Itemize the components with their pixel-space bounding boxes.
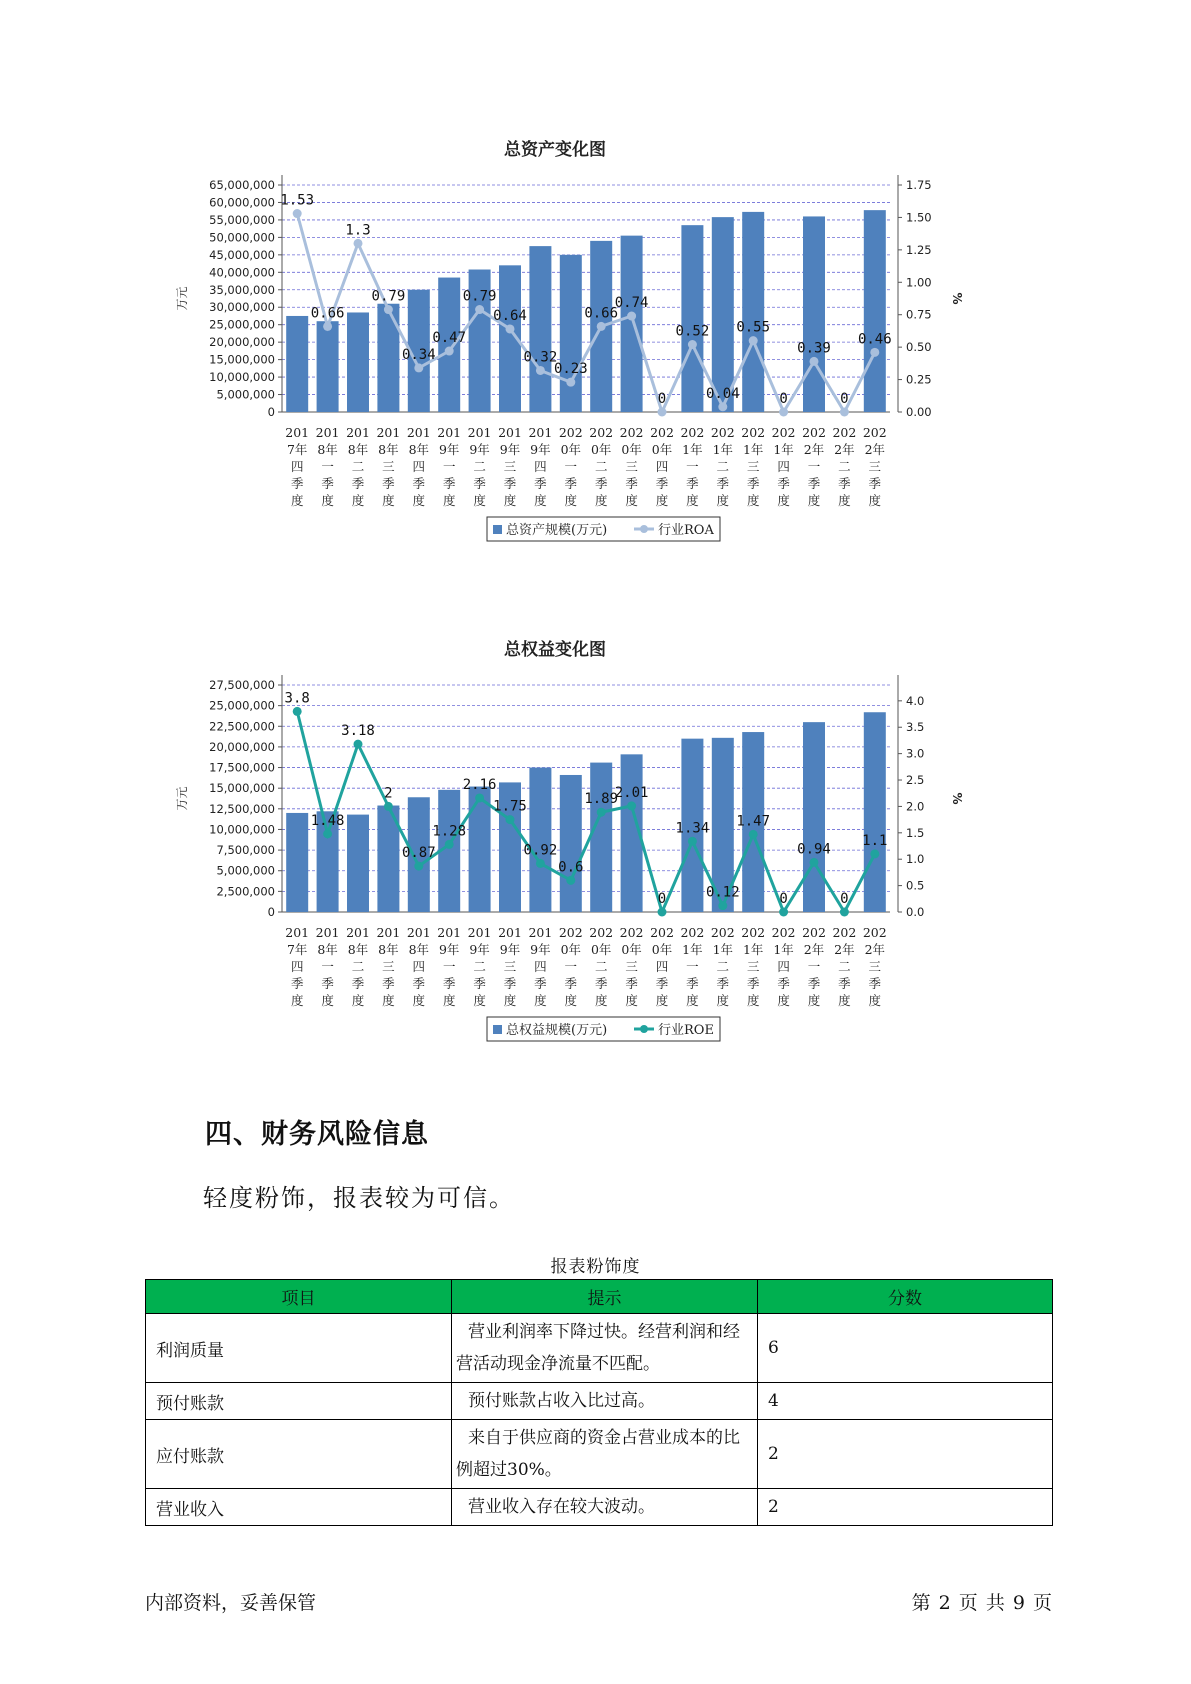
row-score: 2 xyxy=(758,1489,1053,1526)
right-tick-label: 3.5 xyxy=(906,720,925,735)
bar xyxy=(560,255,582,412)
bar xyxy=(803,216,825,412)
right-tick-label: 4.0 xyxy=(906,693,925,708)
category-label: 201 8年三季度 xyxy=(376,425,401,508)
row-hint: 营业收入存在较大波动。 xyxy=(452,1489,758,1526)
left-tick-label: 60,000,000 xyxy=(209,195,275,210)
row-hint: 来自于供应商的资金占营业成本的比例超过30%。 xyxy=(452,1420,758,1489)
data-label: 0.34 xyxy=(401,346,436,363)
category-label: 201 9年四季度 xyxy=(528,925,553,1008)
data-label: 1.75 xyxy=(493,798,527,815)
footer-page-number: 第 2 页 共 9 页 xyxy=(911,1592,1053,1614)
bar xyxy=(347,815,369,912)
category-label: 202 1年四季度 xyxy=(771,925,796,1008)
data-point xyxy=(414,862,423,871)
total-equity-chart xyxy=(150,635,1050,1095)
category-label: 202 1年三季度 xyxy=(741,425,766,508)
data-point xyxy=(475,793,484,802)
category-label: 202 1年三季度 xyxy=(741,925,766,1008)
data-point xyxy=(536,859,545,868)
bar xyxy=(621,236,643,412)
bar xyxy=(864,210,886,412)
total-assets-chart-svg xyxy=(150,135,1050,595)
bar xyxy=(742,212,764,412)
row-hint: 营业利润率下降过快。经营利润和经营活动现金净流量不匹配。 xyxy=(452,1314,758,1383)
bar xyxy=(712,217,734,412)
left-tick-label: 25,000,000 xyxy=(209,698,275,713)
right-axis-label: % xyxy=(950,792,964,805)
data-label: 0.74 xyxy=(614,295,649,312)
row-score: 4 xyxy=(758,1383,1053,1420)
data-label: 0.12 xyxy=(705,884,740,901)
legend-line-label: 行业ROE xyxy=(658,1023,714,1038)
row-score: 6 xyxy=(758,1314,1053,1383)
data-label: 0.87 xyxy=(401,845,436,862)
data-point xyxy=(354,239,363,248)
legend-line-label: 行业ROA xyxy=(658,523,714,538)
data-label: 0.64 xyxy=(493,307,527,324)
section-text: 轻度粉饰，报表较为可信。 xyxy=(203,1184,515,1212)
data-label: 0.94 xyxy=(797,841,831,858)
data-label: 0.39 xyxy=(797,340,831,357)
chart-title: 总资产变化图 xyxy=(504,140,606,160)
category-label: 202 2年二季度 xyxy=(832,425,857,508)
right-tick-label: 3.0 xyxy=(906,746,925,761)
table-header-row xyxy=(146,1280,1053,1314)
data-label: 0.92 xyxy=(523,842,558,859)
data-point xyxy=(718,901,727,910)
left-axis-label: 万元 xyxy=(175,286,189,311)
right-tick-label: 0.25 xyxy=(906,372,932,387)
left-tick-label: 65,000,000 xyxy=(209,178,275,192)
bar xyxy=(377,304,399,412)
legend-bar-label: 总权益规模(万元) xyxy=(506,1023,608,1038)
data-label: 1.34 xyxy=(675,820,710,837)
data-point xyxy=(749,830,758,839)
category-label: 201 9年一季度 xyxy=(437,925,462,1008)
data-label: 1.89 xyxy=(584,791,619,808)
data-label: 0.46 xyxy=(857,331,892,348)
bar xyxy=(803,722,825,912)
data-label: 1.3 xyxy=(345,222,371,239)
data-label: 0 xyxy=(657,891,667,907)
data-label: 0 xyxy=(779,391,788,407)
data-point xyxy=(658,908,667,917)
data-point xyxy=(688,837,697,846)
category-label: 201 9年四季度 xyxy=(528,425,553,508)
data-point xyxy=(658,408,667,417)
category-label: 201 9年二季度 xyxy=(467,425,492,508)
category-label: 202 1年一季度 xyxy=(680,925,705,1008)
data-point xyxy=(384,305,393,314)
data-point xyxy=(414,363,423,372)
category-label: 202 0年一季度 xyxy=(558,925,583,1008)
right-tick-label: 0.75 xyxy=(906,307,932,322)
data-label: 0.04 xyxy=(705,385,740,402)
data-point xyxy=(475,305,484,314)
data-label: 3.18 xyxy=(341,723,375,740)
row-item: 利润质量 xyxy=(146,1314,452,1383)
category-label: 201 8年一季度 xyxy=(315,425,340,508)
left-tick-label: 15,000,000 xyxy=(209,352,275,367)
category-label: 202 2年二季度 xyxy=(832,925,857,1008)
right-axis-label: % xyxy=(950,292,964,305)
table-row xyxy=(146,1420,1053,1489)
data-point xyxy=(323,829,332,838)
data-point xyxy=(627,801,636,810)
table-row xyxy=(146,1314,1053,1383)
right-tick-label: 1.25 xyxy=(906,242,932,257)
data-label: 0 xyxy=(840,391,849,407)
header-score: 分数 xyxy=(758,1280,1053,1314)
left-tick-label: 20,000,000 xyxy=(209,335,275,350)
risk-table xyxy=(145,1279,1053,1526)
data-label: 1.28 xyxy=(432,823,467,840)
bar xyxy=(560,775,582,912)
left-tick-label: 10,000,000 xyxy=(209,370,275,385)
row-hint: 预付账款占收入比过高。 xyxy=(452,1383,758,1420)
left-tick-label: 25,000,000 xyxy=(209,317,275,332)
row-item: 预付账款 xyxy=(146,1383,452,1420)
right-tick-label: 0.5 xyxy=(906,878,925,893)
bar xyxy=(286,316,308,412)
data-point xyxy=(566,378,575,387)
right-tick-label: 0.00 xyxy=(906,405,932,419)
left-tick-label: 17,500,000 xyxy=(209,760,275,775)
right-tick-label: 1.0 xyxy=(906,852,925,867)
data-label: 0.32 xyxy=(523,349,558,366)
data-point xyxy=(779,408,788,417)
table-caption: 报表粉饰度 xyxy=(550,1257,641,1277)
bar xyxy=(681,225,703,412)
header-item: 项目 xyxy=(146,1280,452,1314)
data-label: 2 xyxy=(384,785,393,802)
category-label: 202 2年一季度 xyxy=(802,425,826,508)
left-tick-label: 27,500,000 xyxy=(209,678,275,692)
data-label: 0.6 xyxy=(558,859,584,876)
right-tick-label: 1.75 xyxy=(906,178,932,192)
data-label: 3.8 xyxy=(284,690,310,707)
bar xyxy=(590,763,612,912)
right-tick-label: 2.5 xyxy=(906,773,925,788)
bar xyxy=(529,246,551,412)
bar xyxy=(529,768,551,912)
left-tick-label: 50,000,000 xyxy=(209,230,275,245)
right-tick-label: 2.0 xyxy=(906,799,925,814)
category-label: 201 8年二季度 xyxy=(346,425,370,508)
data-point xyxy=(870,849,879,858)
left-tick-label: 55,000,000 xyxy=(209,212,275,227)
left-axis-label: 万元 xyxy=(175,786,189,811)
left-tick-label: 7,500,000 xyxy=(216,843,275,858)
total-assets-chart xyxy=(150,135,1050,595)
category-label: 201 7年四季度 xyxy=(285,425,310,508)
category-label: 202 2年三季度 xyxy=(862,425,887,508)
category-label: 202 2年三季度 xyxy=(862,925,887,1008)
category-label: 201 9年二季度 xyxy=(467,925,492,1008)
data-point xyxy=(840,908,849,917)
total-equity-chart-svg xyxy=(150,635,1050,1095)
legend-line-marker xyxy=(640,525,648,533)
row-score: 2 xyxy=(758,1420,1053,1489)
header-hint: 提示 xyxy=(452,1280,758,1314)
category-label: 201 9年三季度 xyxy=(498,925,522,1008)
category-label: 201 8年三季度 xyxy=(376,925,401,1008)
category-label: 202 0年四季度 xyxy=(650,425,674,508)
bar xyxy=(286,813,308,912)
left-tick-label: 22,500,000 xyxy=(209,719,275,734)
data-point xyxy=(597,322,606,331)
data-point xyxy=(384,802,393,811)
left-tick-label: 15,000,000 xyxy=(209,781,275,796)
left-tick-label: 5,000,000 xyxy=(216,387,275,402)
data-label: 0.23 xyxy=(553,361,588,378)
legend-bar-swatch xyxy=(493,525,502,534)
category-label: 201 7年四季度 xyxy=(285,925,310,1008)
data-point xyxy=(597,808,606,817)
bar xyxy=(317,321,339,412)
bar xyxy=(864,712,886,912)
data-label: 2.16 xyxy=(462,776,497,793)
left-tick-label: 5,000,000 xyxy=(216,863,275,878)
data-label: 0 xyxy=(840,891,849,907)
data-point xyxy=(506,324,515,333)
category-label: 201 9年一季度 xyxy=(437,425,462,508)
data-point xyxy=(627,312,636,321)
category-label: 201 8年四季度 xyxy=(406,425,431,508)
data-point xyxy=(870,348,879,357)
category-label: 202 1年四季度 xyxy=(771,425,796,508)
category-label: 202 0年一季度 xyxy=(558,425,583,508)
right-tick-label: 0.50 xyxy=(906,340,932,355)
data-point xyxy=(536,366,545,375)
left-tick-label: 45,000,000 xyxy=(209,247,275,262)
right-tick-label: 1.5 xyxy=(906,825,925,840)
right-tick-label: 0.0 xyxy=(906,905,925,919)
category-label: 202 1年二季度 xyxy=(710,925,735,1008)
data-label: 0.79 xyxy=(462,288,497,305)
data-point xyxy=(688,340,697,349)
category-label: 202 0年四季度 xyxy=(650,925,674,1008)
left-tick-label: 35,000,000 xyxy=(209,282,275,297)
left-tick-label: 2,500,000 xyxy=(216,884,275,899)
data-point xyxy=(840,408,849,417)
data-point xyxy=(779,908,788,917)
left-tick-label: 10,000,000 xyxy=(209,822,275,837)
data-point xyxy=(323,322,332,331)
bar xyxy=(347,312,369,412)
data-label: 0.52 xyxy=(675,323,710,340)
data-label: 0.55 xyxy=(736,319,771,336)
table-row xyxy=(146,1489,1053,1526)
data-point xyxy=(445,840,454,849)
data-label: 1.1 xyxy=(862,832,888,849)
category-label: 202 0年二季度 xyxy=(589,425,614,508)
category-label: 201 8年四季度 xyxy=(406,925,431,1008)
legend-bar-label: 总资产规模(万元) xyxy=(506,523,608,538)
row-item: 营业收入 xyxy=(146,1489,452,1526)
data-label: 0.66 xyxy=(584,305,619,322)
left-tick-label: 20,000,000 xyxy=(209,739,275,754)
category-label: 202 0年三季度 xyxy=(619,925,644,1008)
data-point xyxy=(718,402,727,411)
data-label: 0.66 xyxy=(310,305,345,322)
data-label: 0 xyxy=(657,391,667,407)
data-point xyxy=(445,347,454,356)
category-label: 201 9年三季度 xyxy=(498,425,522,508)
data-point xyxy=(293,707,302,716)
data-label: 0.79 xyxy=(371,288,406,305)
bar xyxy=(469,787,491,912)
category-label: 201 8年二季度 xyxy=(346,925,370,1008)
data-label: 0 xyxy=(779,891,788,907)
right-tick-label: 1.00 xyxy=(906,275,932,290)
category-label: 202 2年一季度 xyxy=(802,925,826,1008)
category-label: 201 8年一季度 xyxy=(315,925,340,1008)
data-point xyxy=(506,815,515,824)
data-point xyxy=(293,209,302,218)
left-tick-label: 30,000,000 xyxy=(209,300,275,315)
section-heading: 四、财务风险信息 xyxy=(205,1119,429,1150)
legend-bar-swatch xyxy=(493,1025,502,1034)
data-label: 1.47 xyxy=(736,813,771,830)
table-row xyxy=(146,1383,1053,1420)
row-item: 应付账款 xyxy=(146,1420,452,1489)
data-point xyxy=(354,740,363,749)
category-label: 202 1年一季度 xyxy=(680,425,705,508)
data-point xyxy=(566,876,575,885)
right-tick-label: 1.50 xyxy=(906,210,932,225)
data-point xyxy=(810,858,819,867)
data-label: 1.48 xyxy=(310,812,345,829)
category-label: 202 0年二季度 xyxy=(589,925,614,1008)
data-label: 0.47 xyxy=(432,330,467,347)
data-label: 2.01 xyxy=(614,784,649,801)
left-tick-label: 12,500,000 xyxy=(209,801,275,816)
left-tick-label: 40,000,000 xyxy=(209,265,275,280)
category-label: 202 0年三季度 xyxy=(619,425,644,508)
left-tick-label: 0 xyxy=(267,905,275,919)
data-point xyxy=(810,357,819,366)
left-tick-label: 0 xyxy=(267,405,275,419)
category-label: 202 1年二季度 xyxy=(710,425,735,508)
data-label: 1.53 xyxy=(280,192,315,209)
legend-line-marker xyxy=(640,1025,648,1033)
data-point xyxy=(749,336,758,345)
chart-title: 总权益变化图 xyxy=(504,640,606,660)
footer-confidential: 内部资料，妥善保管 xyxy=(145,1592,317,1614)
